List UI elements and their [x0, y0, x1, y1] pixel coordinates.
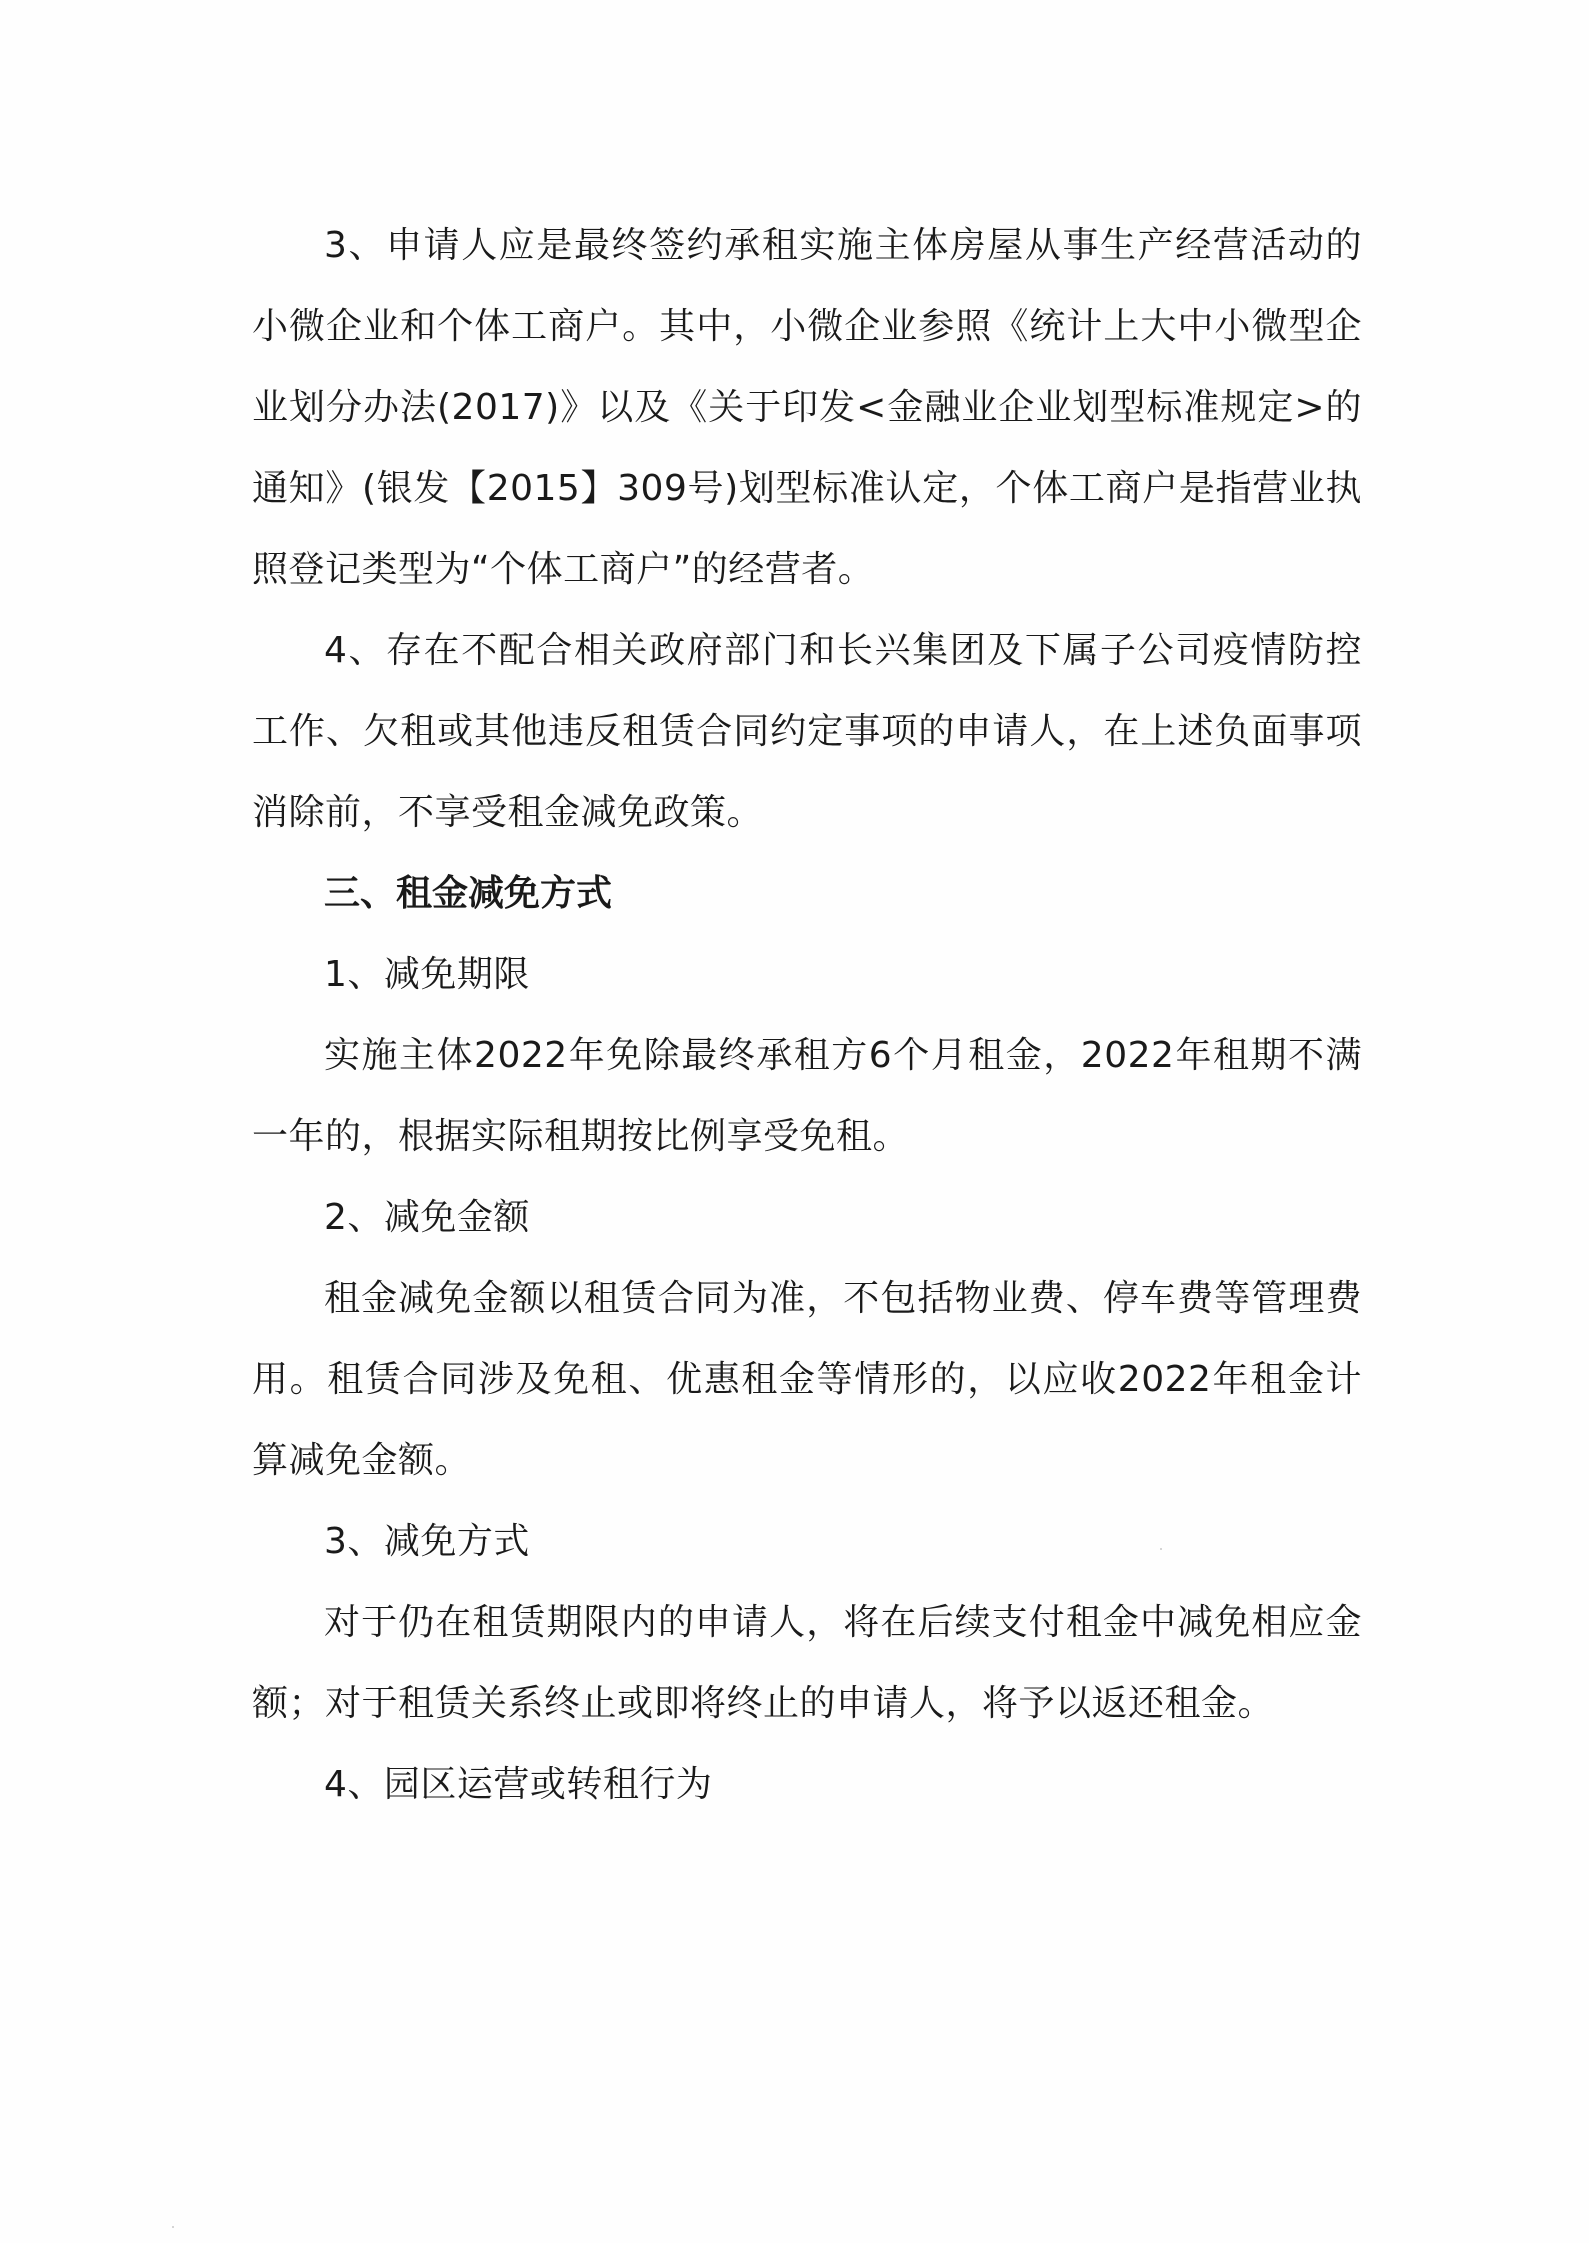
subheading-park-operation-sublease: 4、园区运营或转租行为 — [324, 1764, 713, 1805]
scan-speck — [1160, 1548, 1162, 1550]
document-body — [252, 205, 1362, 1825]
subheading-reduction-amount: 2、减免金额 — [324, 1197, 530, 1238]
paragraph-reduction-amount: 租金减免金额以租赁合同为准，不包括物业费、停车费等管理费用。租赁合同涉及免租、优惠租金等情形的，以应收2022年租金计算减免金额。 — [252, 1278, 1362, 1481]
subheading-reduction-manner: 3、减免方式 — [324, 1521, 530, 1562]
paragraph-applicant-eligibility: 3、申请人应是最终签约承租实施主体房屋从事生产经营活动的小微企业和个体工商户。其中，小微企业参照《统计上大中小微型企业划分办法(2017)》以及《关于印发<金融业企业划型标准规定>的通知》(银发【2015】309号)划型标准认定，个体工商户是指营业执照登记类型为“个体工商户”的经营者。 — [252, 225, 1362, 590]
paragraph-exclusion: 4、存在不配合相关政府部门和长兴集团及下属子公司疫情防控工作、欠租或其他违反租赁合同约定事项的申请人，在上述负面事项消除前，不享受租金减免政策。 — [252, 630, 1362, 833]
paragraph-reduction-period: 实施主体2022年免除最终承租方6个月租金，2022年租期不满一年的，根据实际租期按比例享受免租。 — [252, 1035, 1362, 1157]
section-heading-rent-reduction-method: 三、租金减免方式 — [324, 873, 613, 914]
paragraph-reduction-manner: 对于仍在租赁期限内的申请人，将在后续支付租金中减免相应金额；对于租赁关系终止或即将终止的申请人，将予以返还租金。 — [252, 1602, 1362, 1724]
scan-speck — [172, 2226, 174, 2228]
subheading-reduction-period: 1、减免期限 — [324, 954, 530, 995]
